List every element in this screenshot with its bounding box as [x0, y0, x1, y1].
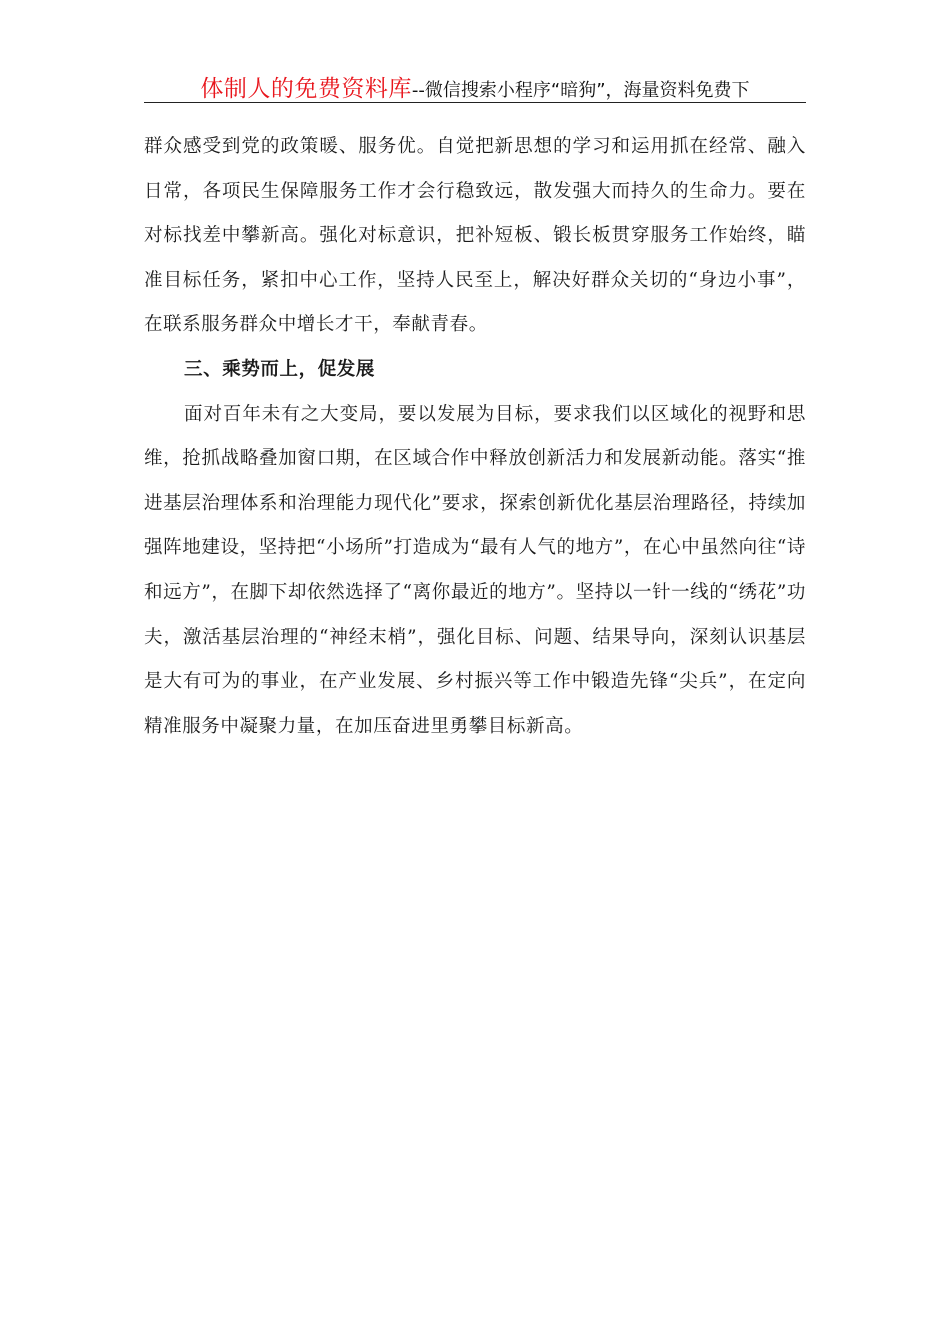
page-header — [144, 70, 806, 103]
header-title-red: 体制人的免费资料库 — [200, 76, 412, 102]
paragraph-continued: 群众感受到党的政策暖、服务优。自觉把新思想的学习和运用抓在经常、融入日常，各项民生保障服务工作才会行稳致远，散发强大而持久的生命力。要在对标找差中攀新高。强化对标意识，把补短板、锻长板贯穿服务工作始终，瞄准目标任务，紧扣中心工作，坚持人民至上，解决好群众关切的“身边小事”，在联系服务群众中增长才干，奉献青春。 — [144, 136, 806, 336]
header-title-black: --微信搜索小程序“暗狗”，海量资料免费下 — [411, 80, 750, 101]
section-heading: 三、乘势而上，促发展 — [184, 358, 376, 380]
document-body — [144, 125, 806, 749]
paragraph: 面对百年未有之大变局，要以发展为目标，要求我们以区域化的视野和思维，抢抓战略叠加窗口期，在区域合作中释放创新活力和发展新动能。落实“推进基层治理体系和治理能力现代化”要求，探索创新优化基层治理路径，持续加强阵地建设，坚持把“小场所”打造成为“最有人气的地方”，在心中虽然向往“诗和远方”，在脚下却依然选择了“离你最近的地方”。坚持以一针一线的“绣花”功夫，激活基层治理的“神经末梢”，强化目标、问题、结果导向，深刻认识基层是大有可为的事业，在产业发展、乡村振兴等工作中锻造先锋“尖兵”，在定向精准服务中凝聚力量，在加压奋进里勇攀目标新高。 — [144, 403, 806, 737]
